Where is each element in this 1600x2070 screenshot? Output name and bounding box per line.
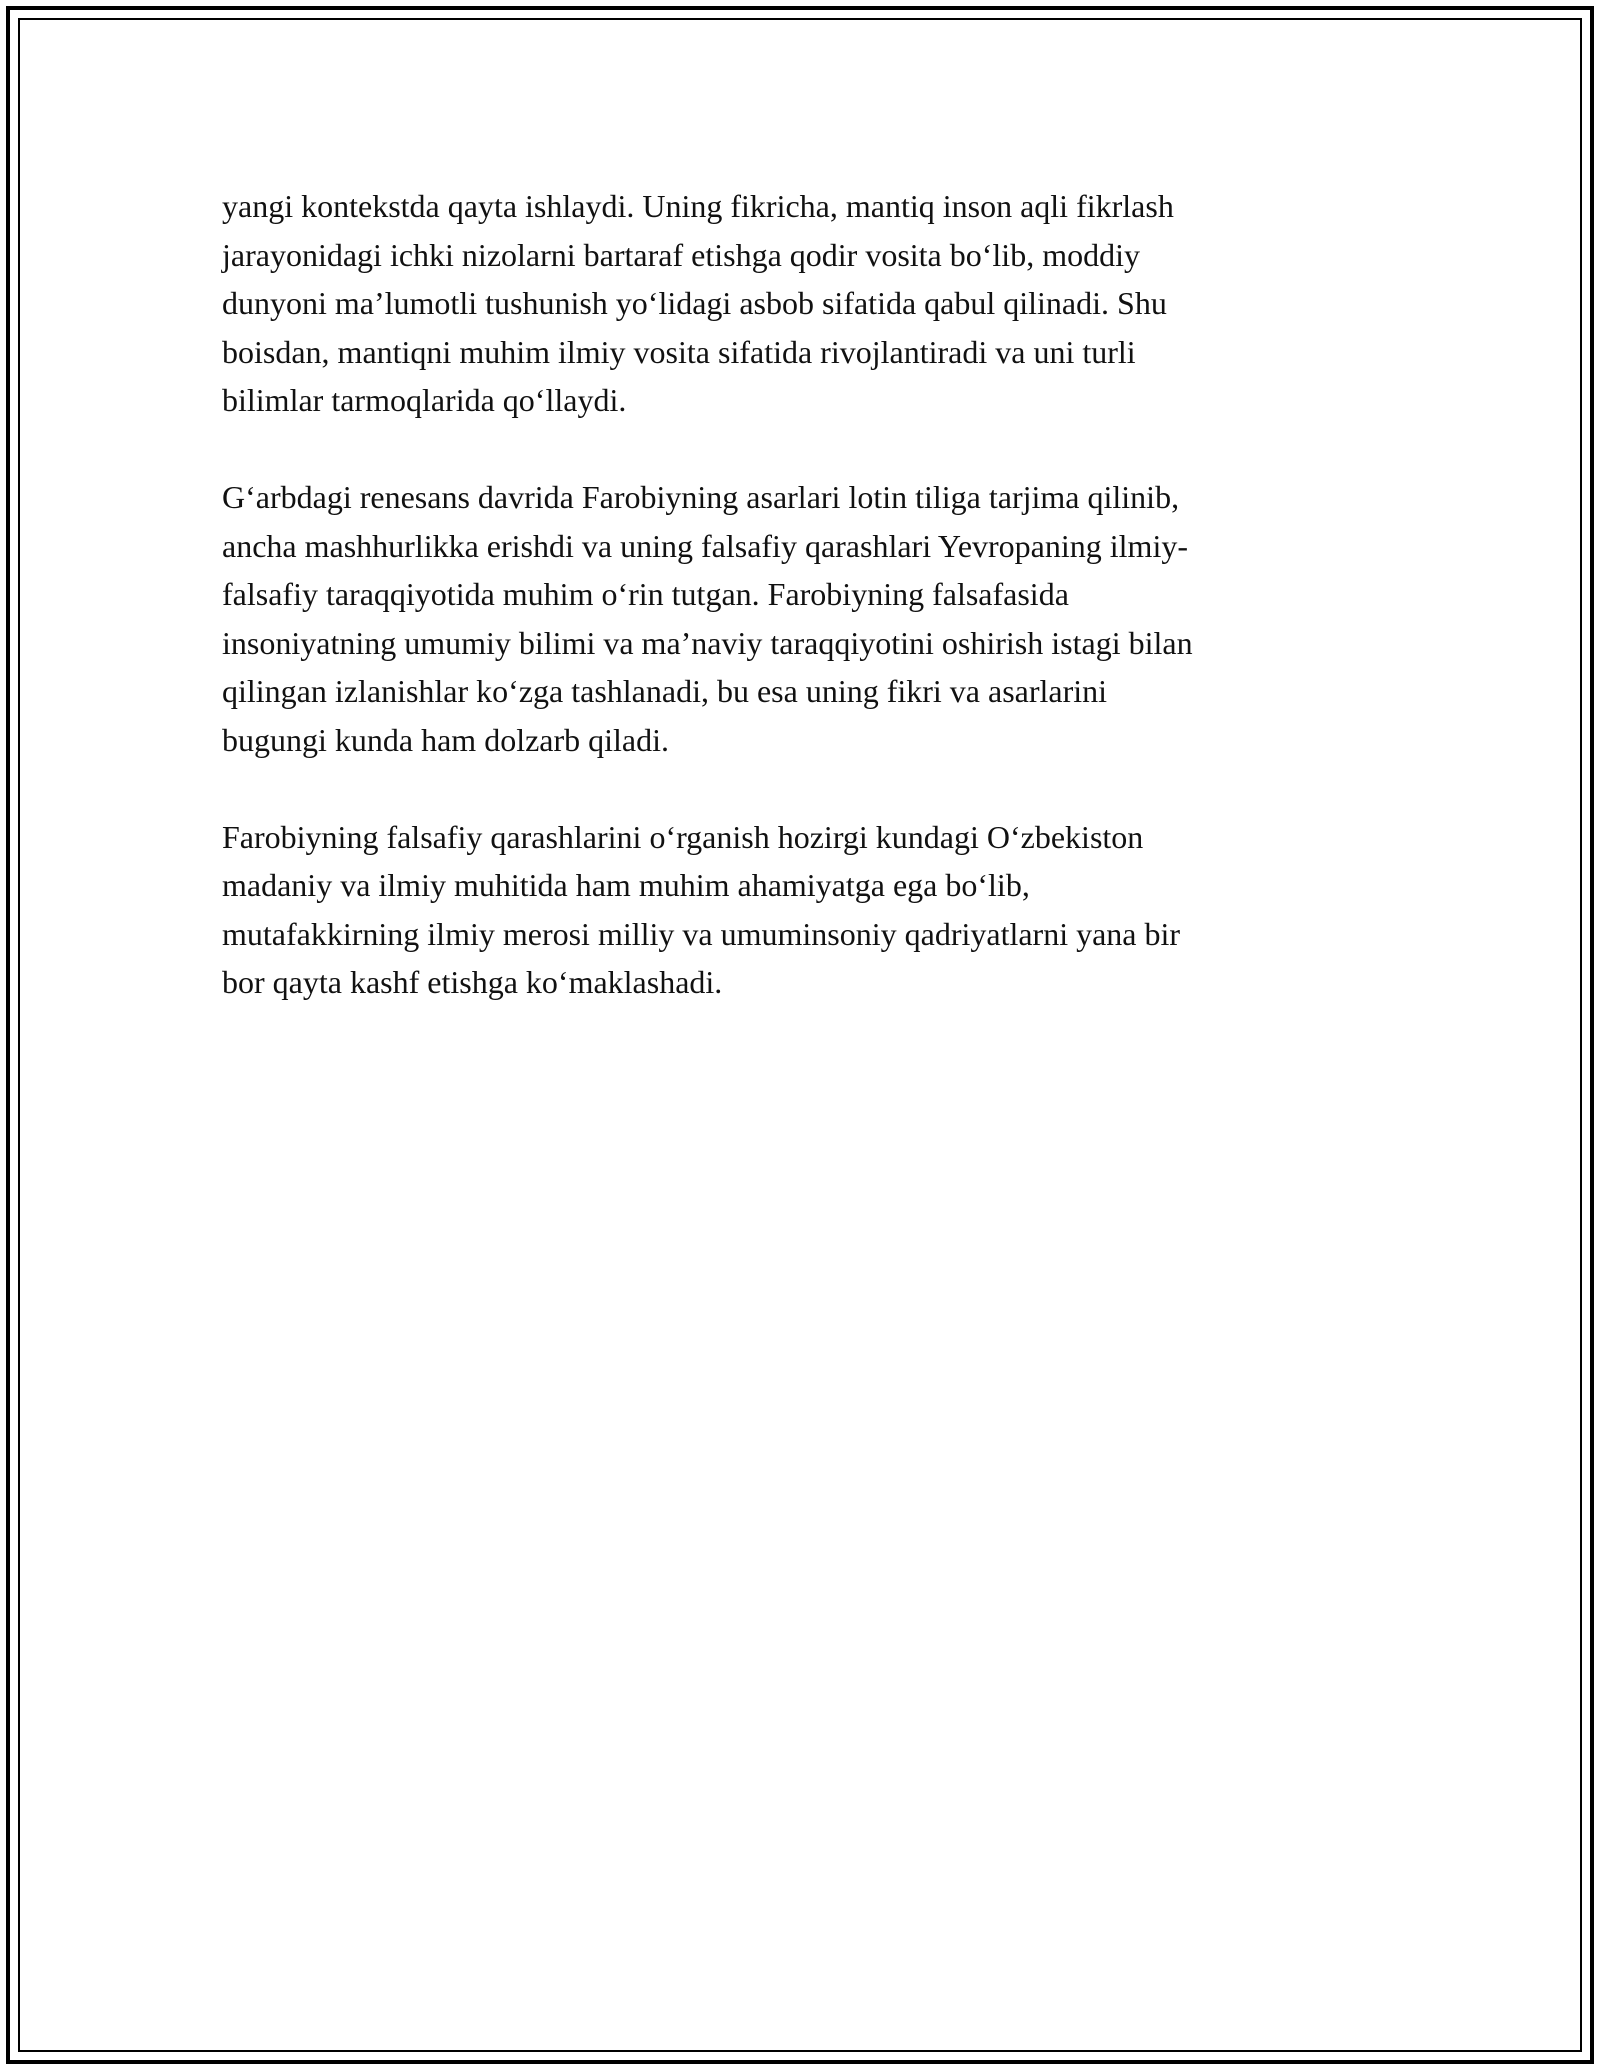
text-line: dunyoni ma’lumotli tushunish yo‘lidagi asbob sifatida qabul qilinadi. Shu: [222, 285, 1167, 321]
text-line: yangi kontekstda qayta ishlaydi. Uning fikricha, mantiq inson aqli fikrlash: [222, 188, 1174, 224]
text-line: insoniyatning umumiy bilimi va ma’naviy taraqqiyotini oshirish istagi bilan: [222, 624, 1193, 661]
paragraph-2: [222, 473, 1362, 764]
text-line: bugungi kunda ham dolzarb qiladi.: [222, 721, 670, 758]
text-line: madaniy va ilmiy muhitida ham muhim ahamiyatga ega bo‘lib,: [222, 867, 1030, 903]
text-line: jarayonidagi ichki nizolarni bartaraf etishga qodir vosita bo‘lib, moddiy: [222, 236, 1140, 273]
text-line: qilingan izlanishlar ko‘zga tashlanadi, bu esa uning fikri va asarlarini: [222, 673, 1108, 709]
text-line: boisdan, mantiqni muhim ilmiy vosita sifatida rivojlantiradi va uni turli: [222, 333, 1136, 370]
text-line: mutafakkirning ilmiy merosi milliy va umuminsoniy qadriyatlarni yana bir: [222, 915, 1181, 952]
text-line: bor qayta kashf etishga ko‘maklashadi.: [222, 964, 723, 1000]
text-line: ancha mashhurlikka erishdi va uning falsafiy qarashlari Yevropaning ilmiy-: [222, 527, 1188, 564]
text-line: falsafiy taraqqiyotida muhim o‘rin tutgan. Farobiyning falsafasida: [222, 576, 1069, 612]
paragraph-1: [222, 182, 1362, 425]
paragraph-3: [222, 813, 1362, 1007]
text-line: Farobiyning falsafiy qarashlarini o‘rganish hozirgi kundagi O‘zbekiston: [222, 818, 1144, 855]
document-body: [222, 182, 1362, 1055]
text-line: G‘arbdagi renesans davrida Farobiyning asarlari lotin tiliga tarjima qilinib,: [222, 479, 1180, 515]
text-line: bilimlar tarmoqlarida qo‘llaydi.: [222, 382, 627, 418]
